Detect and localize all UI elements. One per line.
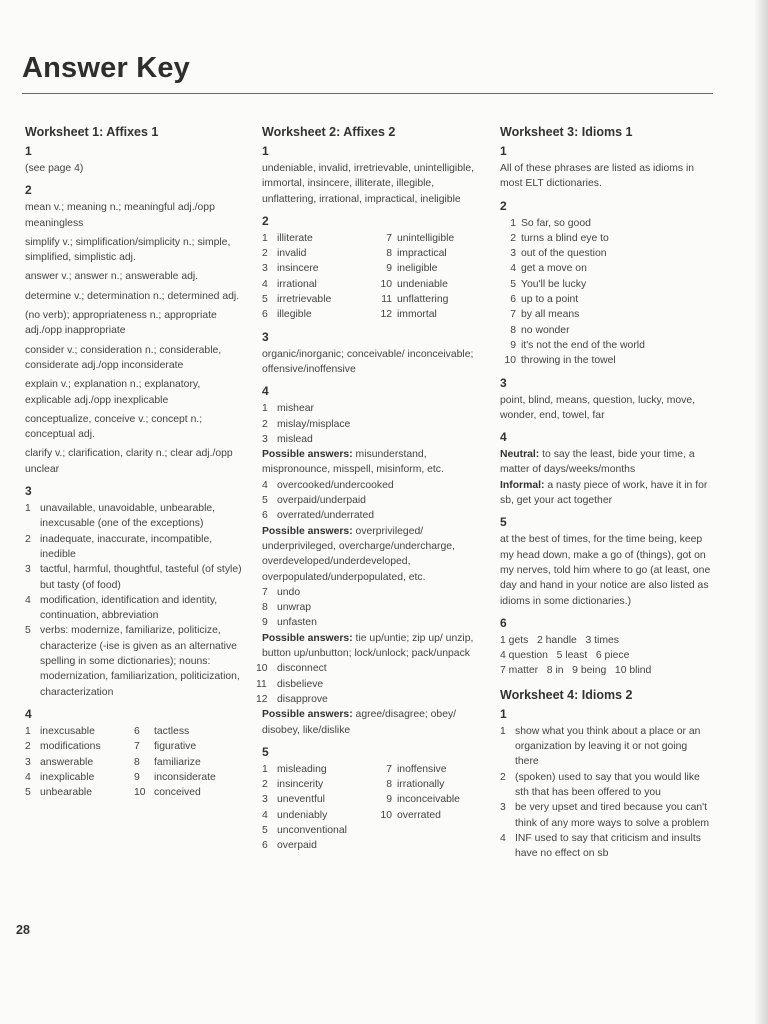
list-item: [256, 677, 482, 692]
ws1-ex3-number: 3: [25, 484, 32, 499]
item-text: overpaid/underpaid: [277, 495, 366, 507]
item-number: 12: [380, 309, 392, 321]
item-number: 8: [386, 248, 392, 260]
list-item: [372, 231, 482, 246]
list-item: [134, 755, 243, 770]
possible-answers-note: [262, 447, 482, 478]
list-column-left: [25, 724, 134, 800]
ws2-ex1-number: 1: [262, 144, 269, 158]
item-text: disapprove: [277, 693, 328, 705]
item-text: ineligible: [397, 263, 438, 275]
ws1-ex2-line: clarify v.; clarification, clarity n.; clear adj./opp unclear: [25, 448, 233, 475]
list-item: [262, 762, 372, 777]
item-text: turns a blind eye to: [521, 232, 609, 244]
item-number: 5: [25, 625, 31, 637]
worksheet-4-title: Worksheet 4: Idioms 2: [500, 687, 633, 702]
list-item: [134, 785, 243, 800]
list-item: [372, 307, 482, 322]
list-item: [262, 808, 372, 823]
item-text: up to a point: [521, 294, 579, 306]
ws2-ex5-number: 5: [262, 744, 269, 759]
item-number: 1: [262, 232, 268, 244]
ws1-ex2-line: answer v.; answer n.; answerable adj.: [25, 271, 199, 283]
list-item: [134, 739, 243, 754]
item-number: 8: [386, 779, 392, 791]
item-text: irrational: [277, 278, 317, 290]
item-text: undeniably: [277, 809, 328, 821]
item-number: 3: [25, 564, 31, 576]
item-number: 2: [262, 248, 268, 260]
item-text: inexcusable: [40, 725, 95, 737]
page-edge-shadow: [754, 0, 768, 1024]
ws1-ex2-number: 2: [25, 183, 32, 198]
page-number: 28: [16, 923, 30, 937]
neutral-text: to say the least, bide your time, a matter of days/weeks/months: [500, 449, 695, 476]
ws2-ex1-text: undeniable, invalid, irretrievable, unintelligible, immortal, insincere, illiterate, illegible, unflattering, irrational, impractical, ineligible: [262, 163, 474, 205]
possible-answers-text: misunderstand, mispronounce, misspell, misinform, etc.: [262, 449, 444, 476]
list-item: [262, 417, 482, 432]
item-number: 5: [510, 278, 516, 290]
ws1-ex2-line: determine v.; determination n.; determined adj.: [25, 290, 240, 302]
item-number: 6: [134, 725, 140, 737]
possible-answers-note: [262, 631, 482, 662]
item-number: 4: [510, 263, 516, 275]
item-number: 4: [25, 771, 31, 783]
list-item: [500, 770, 712, 801]
ws1-ex2-line: consider v.; consideration n.; considerable, considerate adj./opp inconsiderate: [25, 344, 222, 371]
item-number: 10: [134, 787, 146, 799]
list-item: [262, 823, 372, 838]
item-number: 9: [134, 771, 140, 783]
item-number: 6: [262, 510, 268, 522]
item-text: figurative: [154, 741, 197, 753]
worksheet-1-title: Worksheet 1: Affixes 1: [25, 125, 159, 139]
item-number: 1: [25, 725, 31, 737]
list-item: [500, 724, 712, 770]
item-text: familiarize: [154, 756, 201, 768]
item-number: 11: [381, 294, 392, 306]
worksheet-2-title: Worksheet 2: Affixes 2: [262, 125, 396, 139]
ws2-ex4-list: [262, 401, 482, 447]
list-item: [500, 800, 712, 831]
list-item: [25, 501, 243, 532]
list-item: [500, 231, 712, 246]
list-item: [262, 508, 482, 523]
ws1-ex3-list: [25, 501, 243, 700]
ws3-ex2-number: 2: [500, 198, 507, 213]
item-number: 7: [386, 763, 392, 775]
title-rule: [22, 93, 713, 94]
list-item: [262, 585, 482, 600]
item-text: mislead: [277, 433, 313, 445]
neutral-label: Neutral:: [500, 449, 540, 461]
item-number: 6: [262, 309, 268, 321]
list-item: [25, 593, 243, 624]
possible-answers-text: agree/disagree; obey/ disobey, like/dislike: [262, 709, 457, 736]
list-item: [256, 692, 482, 707]
item-text: no wonder: [521, 324, 570, 336]
list-column-left: [262, 231, 372, 323]
item-number: 4: [262, 479, 268, 491]
item-text: undeniable: [397, 278, 448, 290]
item-number: 9: [262, 617, 268, 629]
ws2-ex2-number: 2: [262, 213, 269, 228]
ws2-ex2-two-column-list: [262, 231, 482, 323]
item-number: 1: [262, 763, 268, 775]
possible-answers-note: [262, 524, 482, 585]
list-item: [25, 770, 134, 785]
list-item: [372, 246, 482, 261]
list-item: [262, 261, 372, 276]
list-item: [262, 277, 372, 292]
ws2-ex4-number: 4: [262, 384, 269, 399]
list-item: [25, 785, 134, 800]
item-number: 5: [262, 294, 268, 306]
ws1-ex4-number: 4: [25, 706, 32, 721]
ws3-ex3-text: point, blind, means, question, lucky, move, wonder, end, towel, far: [500, 394, 696, 421]
ws3-ex1-number: 1: [500, 144, 507, 158]
list-item: [500, 292, 712, 307]
item-text: throwing in the towel: [521, 355, 616, 367]
ws1-ex2-line: simplify v.; simplification/simplicity n.; simple, simplified, simplistic adj.: [25, 236, 231, 264]
item-number: 10: [380, 809, 392, 821]
list-item: [262, 838, 372, 853]
item-text: overcooked/undercooked: [277, 479, 394, 491]
item-number: 6: [510, 294, 516, 306]
item-text: tactless: [154, 725, 190, 737]
item-number: 3: [25, 756, 31, 768]
item-number: 1: [262, 403, 268, 415]
list-item: [372, 777, 482, 792]
item-text: INF used to say that criticism and insults have no effect on sb: [515, 832, 701, 860]
list-item: [500, 246, 712, 261]
item-text: disconnect: [277, 663, 327, 675]
list-item: [500, 353, 712, 368]
item-number: 8: [134, 756, 140, 768]
ws1-ex1-number: 1: [25, 144, 32, 158]
item-text: out of the question: [521, 248, 607, 260]
item-number: 2: [25, 533, 31, 545]
item-number: 9: [510, 339, 516, 351]
item-number: 5: [262, 824, 268, 836]
item-number: 5: [262, 495, 268, 507]
item-number: 10: [380, 278, 392, 290]
item-text: irretrievable: [277, 294, 332, 306]
possible-answers-text: tie up/untie; zip up/ unzip, button up/unbutton; lock/unlock; pack/unpack: [262, 632, 474, 660]
list-item: [372, 808, 482, 823]
list-item: [372, 292, 482, 307]
list-item: [256, 661, 482, 676]
item-number: 7: [262, 586, 268, 598]
answer-row: 7 matter 8 in 9 being 10 blind: [500, 665, 652, 677]
list-item: [262, 292, 372, 307]
list-item: [262, 777, 372, 792]
ws3-ex2-list: [500, 216, 712, 369]
item-number: 2: [25, 741, 31, 753]
neutral-answer: [500, 447, 712, 478]
ws1-ex2-line: explain v.; explanation n.; explanatory, explicable adj./opp inexplicable: [25, 379, 201, 406]
list-item: [262, 432, 482, 447]
list-item: [500, 277, 712, 292]
item-number: 3: [262, 263, 268, 275]
list-item: [500, 831, 712, 862]
ws4-ex1-list: [500, 724, 712, 862]
item-text: overrated: [397, 809, 441, 821]
list-item: [262, 615, 482, 630]
item-text: modification, identification and identity, continuation, abbreviation: [40, 594, 218, 622]
list-item: [262, 246, 372, 261]
list-item: [500, 338, 712, 353]
item-text: inexplicable: [40, 771, 95, 783]
item-text: overpaid: [277, 840, 317, 852]
item-number: 10: [256, 663, 268, 675]
ws1-ex4-two-column-list: [25, 724, 243, 800]
list-item: [25, 532, 243, 563]
item-number: 7: [386, 232, 392, 244]
item-text: illiterate: [277, 232, 313, 244]
ws4-ex1-number: 1: [500, 706, 507, 721]
list-column-right: [372, 231, 482, 323]
item-text: impractical: [397, 248, 447, 260]
ws1-ex2-line: mean v.; meaning n.; meaningful adj./opp meaningless: [25, 202, 215, 229]
ws2-ex4-list: [262, 478, 482, 524]
ws1-ex2-line: conceptualize, conceive v.; concept n.; conceptual adj.: [25, 413, 203, 441]
item-text: unfasten: [277, 617, 317, 629]
item-text: inconsiderate: [154, 771, 216, 783]
column-worksheet-2: [256, 124, 482, 858]
item-text: show what you think about a place or an organization by leaving it or not going there: [515, 725, 701, 768]
list-column-right: [372, 762, 482, 854]
item-number: 11: [256, 678, 267, 690]
item-number: 8: [262, 602, 268, 614]
ws1-ex2-line: (no verb); appropriateness n.; appropriate adj./opp inappropriate: [25, 310, 217, 337]
item-number: 3: [262, 794, 268, 806]
item-number: 12: [256, 693, 268, 705]
item-text: misleading: [277, 763, 327, 775]
item-text: uneventful: [277, 794, 325, 806]
list-item: [372, 261, 482, 276]
item-text: mislay/misplace: [277, 418, 351, 430]
item-text: tactful, harmful, thoughtful, tasteful (of style) but tasty (of food): [40, 564, 242, 591]
list-item: [25, 739, 134, 754]
ws3-ex5-number: 5: [500, 515, 507, 530]
item-text: You'll be lucky: [521, 278, 587, 290]
list-item: [25, 562, 243, 593]
item-text: answerable: [40, 756, 94, 768]
item-text: insincere: [277, 263, 319, 275]
item-number: 7: [510, 309, 516, 321]
item-number: 3: [500, 802, 506, 814]
item-text: So far, so good: [521, 217, 591, 229]
item-text: inoffensive: [397, 763, 447, 775]
item-text: insincerity: [277, 779, 324, 791]
item-text: unavailable, unavoidable, unbearable, inexcusable (one of the exceptions): [40, 503, 216, 530]
list-item: [372, 277, 482, 292]
item-text: inadequate, inaccurate, incompatible, inedible: [40, 533, 213, 560]
possible-answers-label: Possible answers:: [262, 449, 353, 461]
possible-answers-label: Possible answers:: [262, 709, 353, 721]
list-item: [134, 770, 243, 785]
list-item: [262, 401, 482, 416]
item-number: 2: [500, 771, 506, 783]
list-item: [500, 216, 712, 231]
item-number: 2: [510, 232, 516, 244]
item-text: (spoken) used to say that you would like sth that has been offered to you: [515, 771, 700, 798]
item-text: unwrap: [277, 602, 312, 614]
item-text: modifications: [40, 741, 101, 753]
item-number: 9: [386, 794, 392, 806]
list-item: [25, 724, 134, 739]
list-item: [262, 600, 482, 615]
item-number: 1: [500, 725, 506, 737]
list-item: [500, 307, 712, 322]
list-item: [262, 478, 482, 493]
ws3-ex6-answers: [500, 633, 712, 679]
item-text: by all means: [521, 309, 580, 321]
ws1-ex1-text: (see page 4): [25, 163, 84, 174]
ws3-ex4-number: 4: [500, 430, 507, 445]
ws2-ex5-two-column-list: [262, 762, 482, 854]
item-text: inconceivable: [397, 794, 460, 806]
ws2-ex3-number: 3: [262, 329, 269, 344]
item-text: it's not the end of the world: [521, 339, 645, 351]
item-text: disbelieve: [277, 678, 324, 690]
item-text: mishear: [277, 403, 314, 415]
item-text: unintelligible: [397, 232, 455, 244]
possible-answers-label: Possible answers:: [262, 632, 353, 644]
item-number: 2: [262, 418, 268, 430]
worksheet-3-title: Worksheet 3: Idioms 1: [500, 125, 633, 139]
item-text: irrationally: [397, 779, 445, 791]
ws3-ex5-text: at the best of times, for the time being, keep my head down, make a go of (things), got on my nerves, told him where to go (at least, one day and hand in your notice are also listed as idioms in some dictionaries.): [500, 534, 711, 607]
item-text: verbs: modernize, familiarize, politicize, characterize (-ise is given as an alternative spelling in some dictionaries); nouns: modernization, familiarization, politicization, characterization: [40, 625, 240, 698]
list-column-left: [262, 762, 372, 854]
ws3-ex3-number: 3: [500, 375, 507, 390]
item-text: immortal: [397, 309, 437, 321]
item-number: 4: [262, 278, 268, 290]
item-number: 3: [262, 433, 268, 445]
list-column-right: [134, 724, 243, 800]
page-title: Answer Key: [22, 52, 191, 84]
list-item: [262, 493, 482, 508]
ws2-ex3-text: organic/inorganic; conceivable/ inconceivable; offensive/inoffensive: [262, 348, 474, 375]
possible-answers-label: Possible answers:: [262, 525, 353, 537]
list-item: [262, 231, 372, 246]
item-number: 4: [500, 832, 506, 844]
item-number: 9: [386, 263, 392, 275]
informal-label: Informal:: [500, 479, 545, 491]
item-number: 1: [510, 217, 516, 229]
column-worksheet-1: [25, 124, 243, 804]
list-item: [372, 792, 482, 807]
item-number: 6: [262, 840, 268, 852]
item-text: unbearable: [40, 787, 92, 799]
item-text: illegible: [277, 309, 312, 321]
possible-answers-text: overprivileged/ underprivileged, overcharge/undercharge, overdeveloped/underdeveloped, overpopulated/underpopulated, etc.: [262, 525, 455, 583]
answer-row: 4 question 5 least 6 piece: [500, 650, 630, 662]
item-number: 1: [25, 503, 31, 515]
item-number: 7: [134, 741, 140, 753]
item-text: unflattering: [397, 294, 449, 306]
possible-answers-note: [262, 707, 482, 738]
item-number: 10: [504, 355, 516, 367]
informal-answer: [500, 478, 712, 509]
list-item: [25, 623, 243, 699]
item-number: 3: [510, 248, 516, 260]
item-number: 2: [262, 779, 268, 791]
list-item: [372, 762, 482, 777]
ws2-ex4-list: [262, 585, 482, 631]
item-text: overrated/underrated: [277, 510, 375, 522]
item-number: 5: [25, 787, 31, 799]
answer-row: 1 gets 2 handle 3 times: [500, 634, 619, 646]
list-item: [134, 724, 243, 739]
list-item: [262, 792, 372, 807]
item-text: invalid: [277, 248, 307, 260]
list-item: [500, 261, 712, 276]
ws2-ex4-list: [256, 661, 482, 707]
item-text: be very upset and tired because you can't think of any more ways to solve a problem: [515, 802, 710, 829]
list-item: [25, 755, 134, 770]
item-text: get a move on: [521, 263, 587, 275]
item-number: 8: [510, 324, 516, 336]
informal-text: a nasty piece of work, have it in for sb, get your act together: [500, 479, 708, 507]
item-text: undo: [277, 586, 301, 598]
item-number: 4: [262, 809, 268, 821]
column-worksheet-3-4: [500, 124, 712, 865]
item-number: 4: [25, 594, 31, 606]
list-item: [500, 323, 712, 338]
ws3-ex1-text: All of these phrases are listed as idioms in most ELT dictionaries.: [500, 163, 695, 190]
item-text: conceived: [154, 787, 201, 799]
ws3-ex6-number: 6: [500, 615, 507, 630]
item-text: unconventional: [277, 824, 347, 836]
list-item: [262, 307, 372, 322]
